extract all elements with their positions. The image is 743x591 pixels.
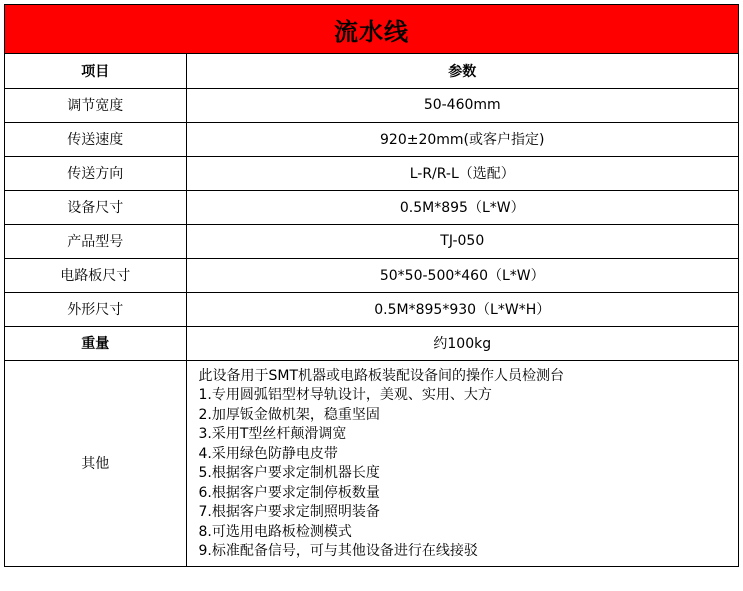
row-value: 0.5M*895（L*W） (186, 190, 738, 224)
row-label-other: 其他 (5, 360, 186, 566)
other-line: 5.根据客户要求定制机器长度 (198, 465, 380, 481)
table-row (5, 190, 738, 224)
row-value: 50*50-500*460（L*W） (186, 258, 738, 292)
sheet-title: 流水线 (5, 5, 738, 54)
other-line: 9.标准配备信号，可与其他设备进行在线接驳 (198, 543, 478, 559)
header-item: 项目 (5, 54, 186, 88)
spec-table (5, 54, 738, 566)
other-line: 此设备用于SMT机器或电路板装配设备间的操作人员检测台 (198, 367, 565, 384)
table-row (5, 156, 738, 190)
spec-sheet (4, 4, 739, 567)
row-label: 外形尺寸 (5, 292, 186, 326)
row-value: 920±20mm(或客户指定) (186, 122, 738, 156)
row-value: L-R/R-L（选配） (186, 156, 738, 190)
row-value: TJ-050 (186, 224, 738, 258)
row-label: 产品型号 (5, 224, 186, 258)
table-row (5, 122, 738, 156)
table-row (5, 258, 738, 292)
other-line: 1.专用圆弧铝型材导轨设计，美观、实用、大方 (198, 387, 492, 403)
other-line: 6.根据客户要求定制停板数量 (198, 484, 380, 501)
table-header-row (5, 54, 738, 88)
row-label: 调节宽度 (5, 88, 186, 122)
row-value: 50-460mm (186, 88, 738, 122)
row-value: 0.5M*895*930（L*W*H） (186, 292, 738, 326)
table-row (5, 326, 738, 360)
other-line: 4.采用绿色防静电皮带 (198, 445, 338, 462)
table-row (5, 224, 738, 258)
row-label: 设备尺寸 (5, 190, 186, 224)
other-line: 8.可选用电路板检测模式 (198, 523, 352, 540)
table-row-other (5, 360, 738, 566)
row-value: 约100kg (186, 326, 738, 360)
row-label: 传送方向 (5, 156, 186, 190)
row-label: 重量 (5, 326, 186, 360)
other-description (186, 360, 738, 566)
row-label: 电路板尺寸 (5, 258, 186, 292)
other-line: 2.加厚钣金做机架，稳重坚固 (198, 406, 380, 423)
table-row (5, 292, 738, 326)
table-row (5, 88, 738, 122)
other-line: 3.采用T型丝杆颠滑调宽 (198, 426, 347, 442)
row-label: 传送速度 (5, 122, 186, 156)
header-param: 参数 (186, 54, 738, 88)
other-line: 7.根据客户要求定制照明装备 (198, 504, 380, 520)
